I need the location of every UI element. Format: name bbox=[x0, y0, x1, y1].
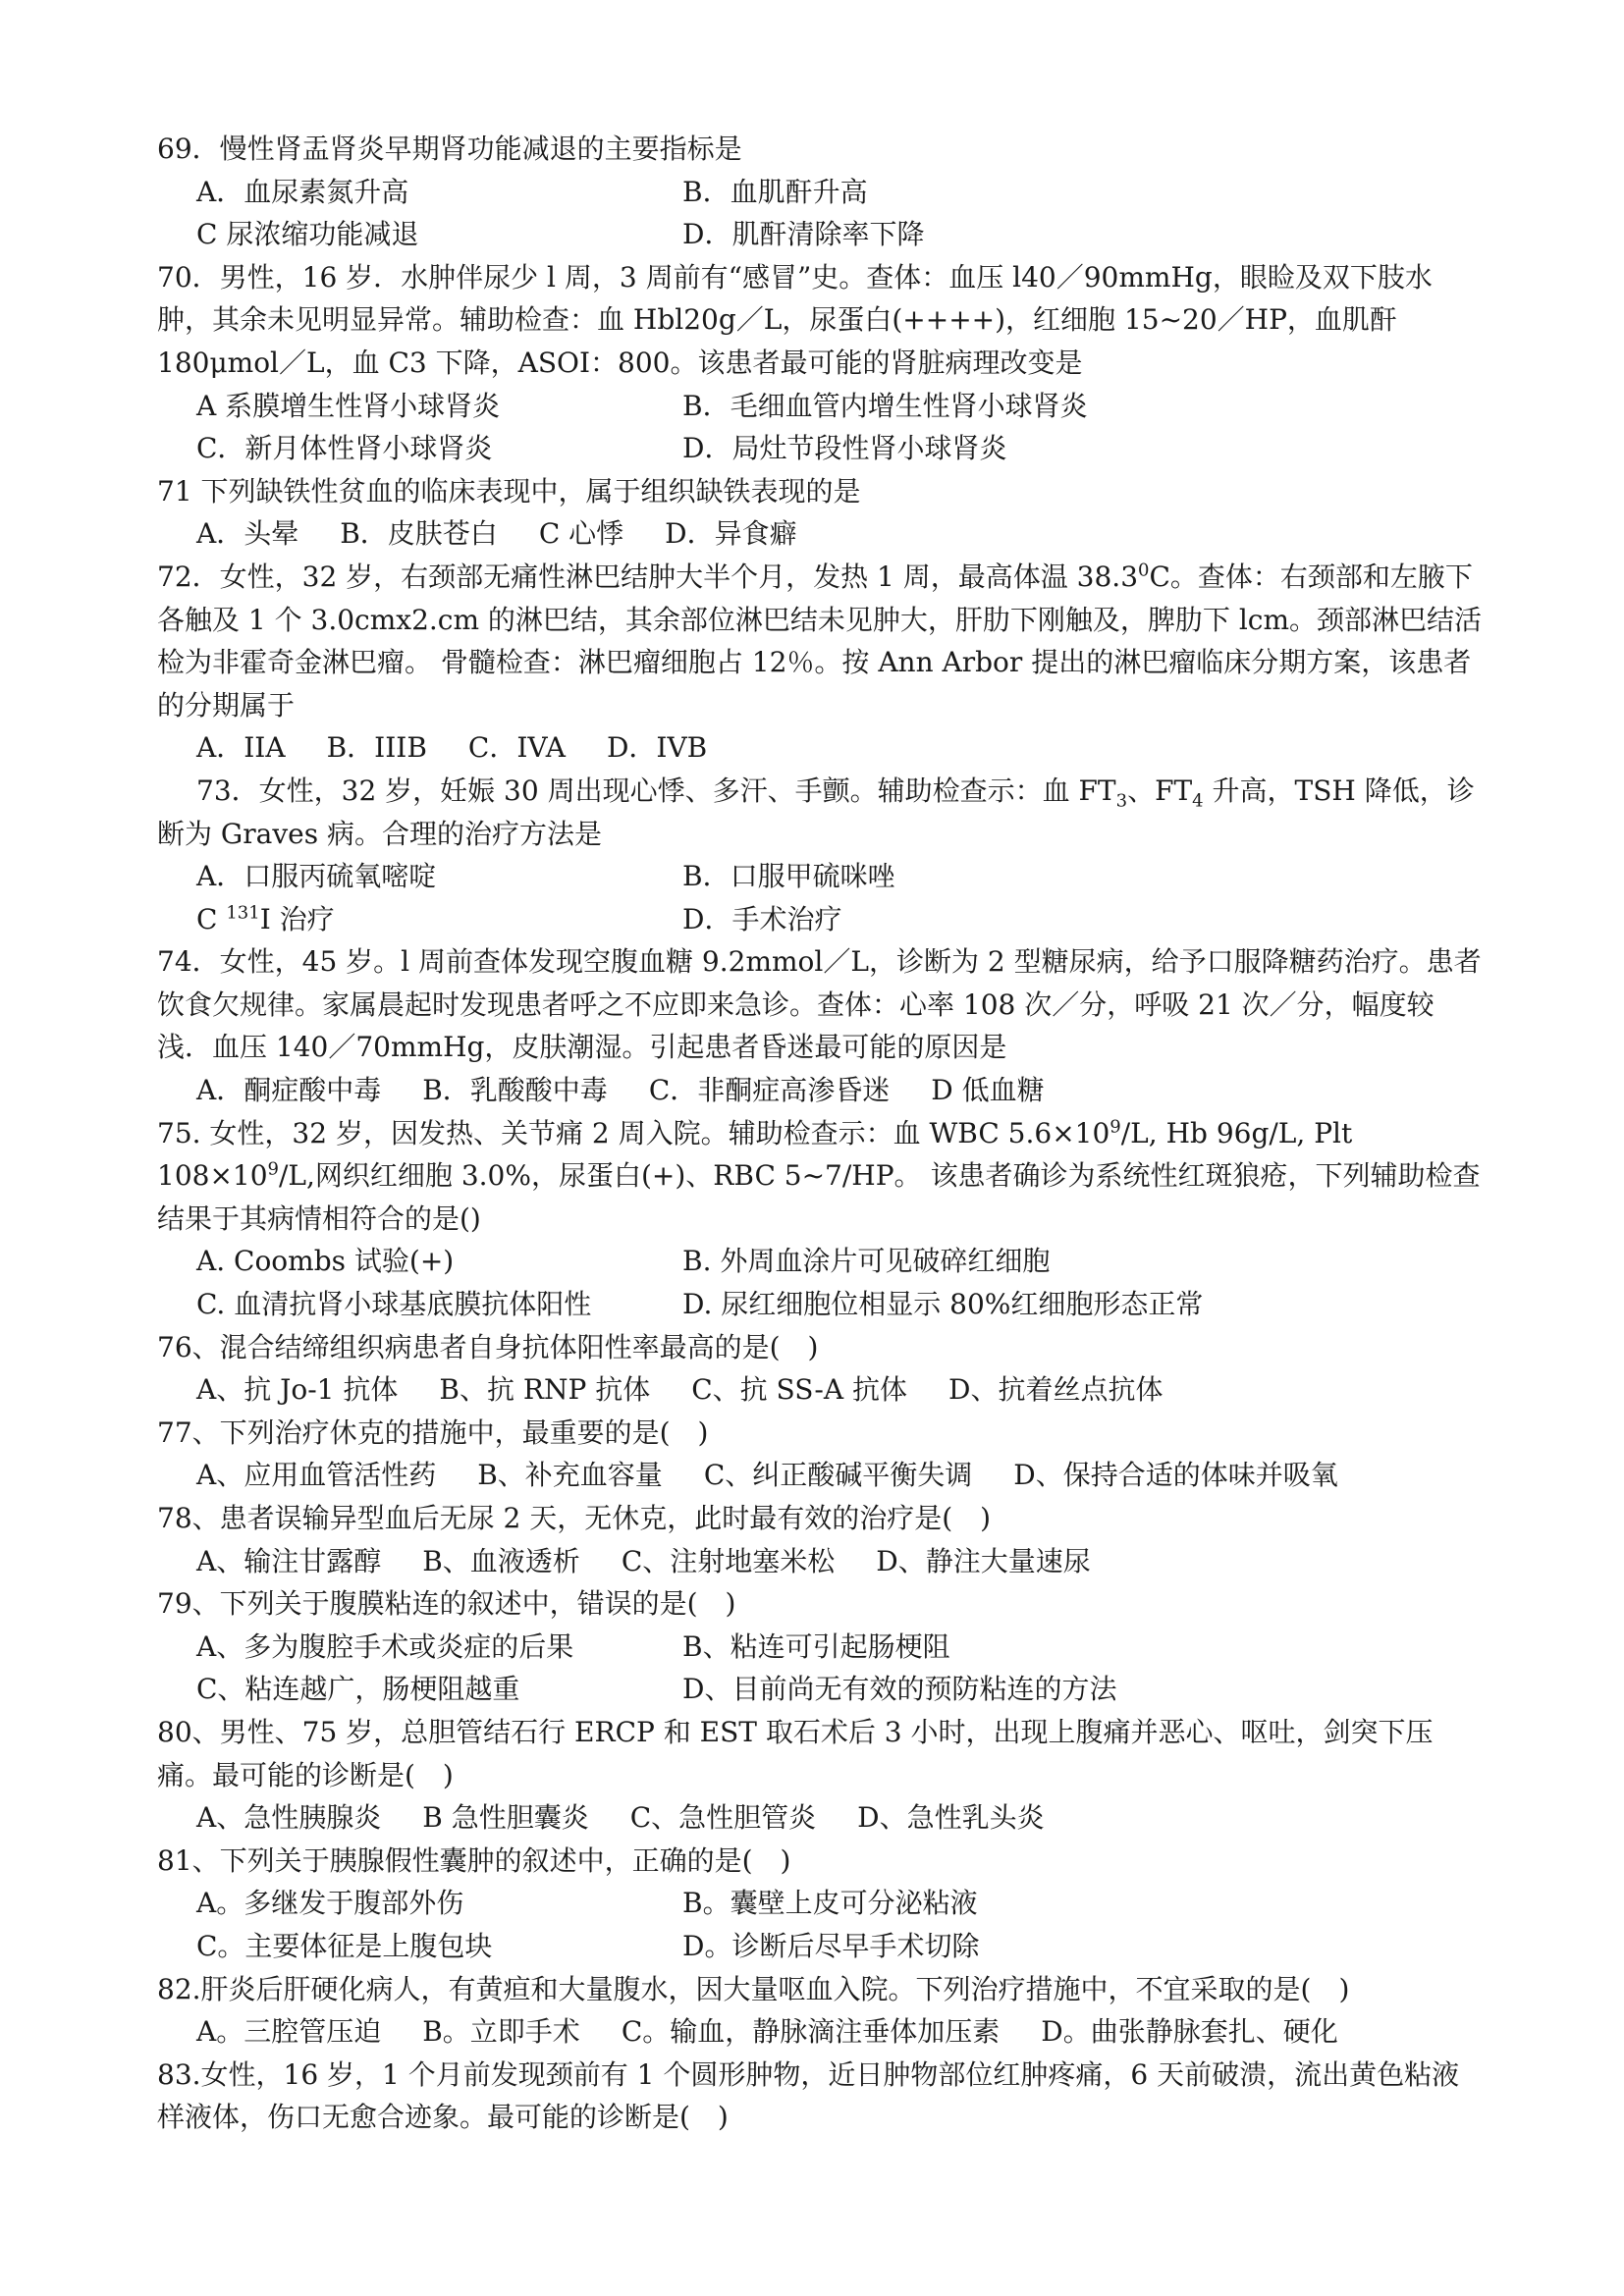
answer-option: C．非酮症高渗昏迷 bbox=[648, 1074, 891, 1107]
answer-option: D、静注大量速尿 bbox=[876, 1544, 1091, 1577]
answer-option: B．皮肤苍白 bbox=[340, 517, 498, 551]
answer-option: D、目前尚无有效的预防粘连的方法 bbox=[682, 1673, 1117, 1706]
option-group bbox=[157, 1626, 1483, 1711]
answer-option: B. 外周血涂片可见破碎红细胞 bbox=[682, 1245, 1051, 1278]
answer-option: A．血尿素氮升高 bbox=[196, 175, 409, 208]
question-item bbox=[157, 2054, 1483, 2139]
answer-option: D。诊断后尽早手术切除 bbox=[682, 1929, 980, 1962]
answer-option: A、多为腹腔手术或炎症的后果 bbox=[196, 1629, 574, 1663]
answer-option: C、注射地塞米松 bbox=[621, 1544, 836, 1577]
question-stem: 71 下列缺铁性贫血的临床表现中，属于组织缺铁表现的是 bbox=[157, 474, 861, 507]
answer-option: D．肌酐清除率下降 bbox=[682, 218, 925, 251]
answer-option: D。曲张静脉套扎、硬化 bbox=[1041, 2015, 1338, 2049]
answer-option: A．头晕 bbox=[196, 517, 299, 551]
option-group bbox=[157, 512, 1483, 556]
question-stem: 82.肝炎后肝硬化病人，有黄疸和大量腹水，因大量呕血入院。下列治疗措施中，不宜采取的是( ) bbox=[157, 1972, 1350, 2005]
answer-option: A、输注甘露醇 bbox=[196, 1544, 382, 1577]
question-stem: 73．女性，32 岁，妊娠 30 周出现心悸、多汗、手颤。辅助检查示：血 $FT_3$、$FT_4$ 升高，TSH 降低，诊断为 Graves 病。合理的治疗方法是 bbox=[157, 774, 1475, 850]
question-stem: 81、下列关于胰腺假性囊肿的叙述中，正确的是( ) bbox=[157, 1843, 791, 1877]
question-item bbox=[157, 470, 1483, 556]
answer-option: A. Coombs 试验(+) bbox=[196, 1245, 455, 1278]
answer-option: C、急性胆管炎 bbox=[629, 1801, 817, 1835]
answer-option: A。多继发于腹部外伤 bbox=[196, 1887, 464, 1920]
question-item bbox=[157, 1711, 1483, 1840]
answer-option: C、抗 SS-A 抗体 bbox=[691, 1373, 908, 1407]
answer-option: A．酮症酸中毒 bbox=[196, 1074, 382, 1107]
answer-option: C $^{131}$I 治疗 bbox=[196, 902, 335, 935]
answer-option: C。主要体征是上腹包块 bbox=[196, 1929, 493, 1962]
answer-option: D. 尿红细胞位相显示 80%红细胞形态正常 bbox=[682, 1288, 1204, 1321]
question-stem: 72．女性，32 岁，右颈部无痛性淋巴结肿大半个月，发热 1 周，最高体温 38.3$^0$C。查体：右颈部和左腋下各触及 1 个 3.0cmx2.cm 的淋巴结，其余部位淋巴结未见肿大，肝肋下刚触及，脾肋下 lcm。颈部淋巴结活检为非霍奇金淋巴瘤。 骨髓检查：淋巴瘤细胞占 12％。按 Ann Arbor 提出的淋巴瘤临床分期方案，该患者的分期属于 bbox=[157, 560, 1483, 721]
answer-option: C。输血，静脉滴注垂体加压素 bbox=[621, 2015, 1001, 2049]
question-item bbox=[157, 1968, 1483, 2054]
question-stem: 78、患者误输异型血后无尿 2 天，无休克，此时最有效的治疗是( ) bbox=[157, 1502, 992, 1534]
question-item bbox=[157, 256, 1483, 470]
answer-option: D、抗着丝点抗体 bbox=[948, 1373, 1164, 1407]
question-list bbox=[157, 128, 1483, 2139]
question-item bbox=[157, 1412, 1483, 1497]
answer-option: B 急性胆囊炎 bbox=[422, 1801, 589, 1835]
answer-option: A、抗 Jo-1 抗体 bbox=[196, 1373, 399, 1407]
answer-option: A。三腔管压迫 bbox=[196, 2015, 382, 2049]
answer-option: B．乳酸酸中毒 bbox=[422, 1074, 608, 1107]
question-item bbox=[157, 940, 1483, 1111]
option-group bbox=[157, 1540, 1483, 1583]
answer-option: A 系膜增生性肾小球肾炎 bbox=[196, 389, 501, 422]
option-group bbox=[157, 1454, 1483, 1497]
question-stem: 70．男性，16 岁．水肿伴尿少 l 周，3 周前有“感冒”史。查体：血压 l40／90mmHg，眼睑及双下肢水肿，其余未见明显异常。辅助检查：血 Hbl20g／L，尿蛋白(++++)，红细胞 15~20／HP，血肌酐 180μmol／L，血 C3 下降，ASOI：800。该患者最可能的肾脏病理改变是 bbox=[157, 260, 1433, 379]
answer-option: B、补充血容量 bbox=[477, 1459, 663, 1492]
answer-option: C 心悸 bbox=[538, 517, 624, 551]
answer-option: B。立即手术 bbox=[422, 2015, 580, 2049]
option-group bbox=[157, 2010, 1483, 2054]
option-group bbox=[157, 1240, 1483, 1325]
answer-option: B、粘连可引起肠梗阻 bbox=[682, 1629, 950, 1663]
answer-option: D、保持合适的体味并吸氧 bbox=[1013, 1459, 1338, 1492]
answer-option: C．新月体性肾小球肾炎 bbox=[196, 432, 493, 465]
option-group bbox=[157, 1069, 1483, 1112]
option-group bbox=[157, 385, 1483, 470]
answer-option: B、抗 RNP 抗体 bbox=[439, 1373, 651, 1407]
option-group bbox=[157, 855, 1483, 940]
answer-option: A．口服丙硫氧嘧啶 bbox=[196, 860, 437, 893]
question-stem: 79、下列关于腹膜粘连的叙述中，错误的是( ) bbox=[157, 1587, 736, 1621]
option-group bbox=[157, 1368, 1483, 1412]
answer-option: B、血液透析 bbox=[422, 1544, 580, 1577]
question-stem: 74．女性，45 岁。l 周前查体发现空腹血糖 9.2mmol／L，诊断为 2 型糖尿病，给予口服降糖药治疗。患者饮食欠规律。家属晨起时发现患者呼之不应即来急诊。查体：心率 108 次／分，呼吸 21 次／分，幅度较浅．血压 140／70mmHg，皮肤潮湿。引起患者昏迷最可能的原因是 bbox=[157, 945, 1482, 1064]
question-item bbox=[157, 128, 1483, 256]
answer-option: B．口服甲硫咪唑 bbox=[682, 860, 895, 893]
question-item bbox=[157, 1497, 1483, 1582]
answer-option: C．IVA bbox=[467, 731, 566, 765]
question-item bbox=[157, 1840, 1483, 1968]
question-item bbox=[157, 1326, 1483, 1412]
answer-option: A．IIA bbox=[196, 731, 286, 765]
answer-option: D．手术治疗 bbox=[682, 902, 842, 935]
option-group bbox=[157, 171, 1483, 256]
option-group bbox=[157, 1882, 1483, 1967]
question-item bbox=[157, 1582, 1483, 1711]
answer-option: C、纠正酸碱平衡失调 bbox=[703, 1459, 973, 1492]
question-stem: 83.女性，16 岁，1 个月前发现颈前有 1 个圆形肿物，近日肿物部位红肿疼痛，6 天前破溃，流出黄色粘液样液体，伤口无愈合迹象。最可能的诊断是( ) bbox=[157, 2057, 1460, 2134]
question-stem: 76、混合结缔组织病患者自身抗体阳性率最高的是( ) bbox=[157, 1330, 819, 1363]
question-stem: 77、下列治疗休克的措施中，最重要的是( ) bbox=[157, 1415, 709, 1449]
option-group bbox=[157, 1796, 1483, 1840]
question-item bbox=[157, 556, 1483, 770]
answer-option: C. 血清抗肾小球基底膜抗体阳性 bbox=[196, 1288, 592, 1321]
question-item bbox=[157, 770, 1483, 940]
answer-option: B．血肌酐升高 bbox=[682, 175, 868, 208]
answer-option: D．异食癖 bbox=[665, 517, 797, 551]
option-group bbox=[157, 726, 1483, 770]
answer-option: C 尿浓缩功能减退 bbox=[196, 218, 419, 251]
answer-option: C、粘连越广，肠梗阻越重 bbox=[196, 1673, 520, 1706]
answer-option: D、急性乳头炎 bbox=[857, 1801, 1045, 1835]
question-stem: 75. 女性，32 岁，因发热、关节痛 2 周入院。辅助检查示：血 WBC $5.6\times 10^9/L$, Hb 96g/L, Plt $108\times 10^9/L$,网织红细胞 3.0%，尿蛋白(+)、RBC 5~7/HP。 该患者确诊为系统性红斑狼疮，下列辅助检查结果于其病情相符合的是() bbox=[157, 1116, 1481, 1235]
answer-option: B．毛细血管内增生性肾小球肾炎 bbox=[682, 389, 1088, 422]
answer-option: D 低血糖 bbox=[931, 1074, 1045, 1107]
answer-option: A、应用血管活性药 bbox=[196, 1459, 437, 1492]
question-stem: 69．慢性肾盂肾炎早期肾功能减退的主要指标是 bbox=[157, 133, 742, 165]
answer-option: D．IVB bbox=[606, 731, 708, 765]
answer-option: B．IIIB bbox=[326, 731, 427, 765]
answer-option: A、急性胰腺炎 bbox=[196, 1801, 382, 1835]
answer-option: B。囊壁上皮可分泌粘液 bbox=[682, 1887, 978, 1920]
question-stem: 80、男性、75 岁，总胆管结石行 ERCP 和 EST 取石术后 3 小时，出现上腹痛并恶心、呕吐，剑突下压痛。最可能的诊断是( ) bbox=[157, 1715, 1434, 1791]
answer-option: D．局灶节段性肾小球肾炎 bbox=[682, 432, 1007, 465]
question-item bbox=[157, 1112, 1483, 1326]
